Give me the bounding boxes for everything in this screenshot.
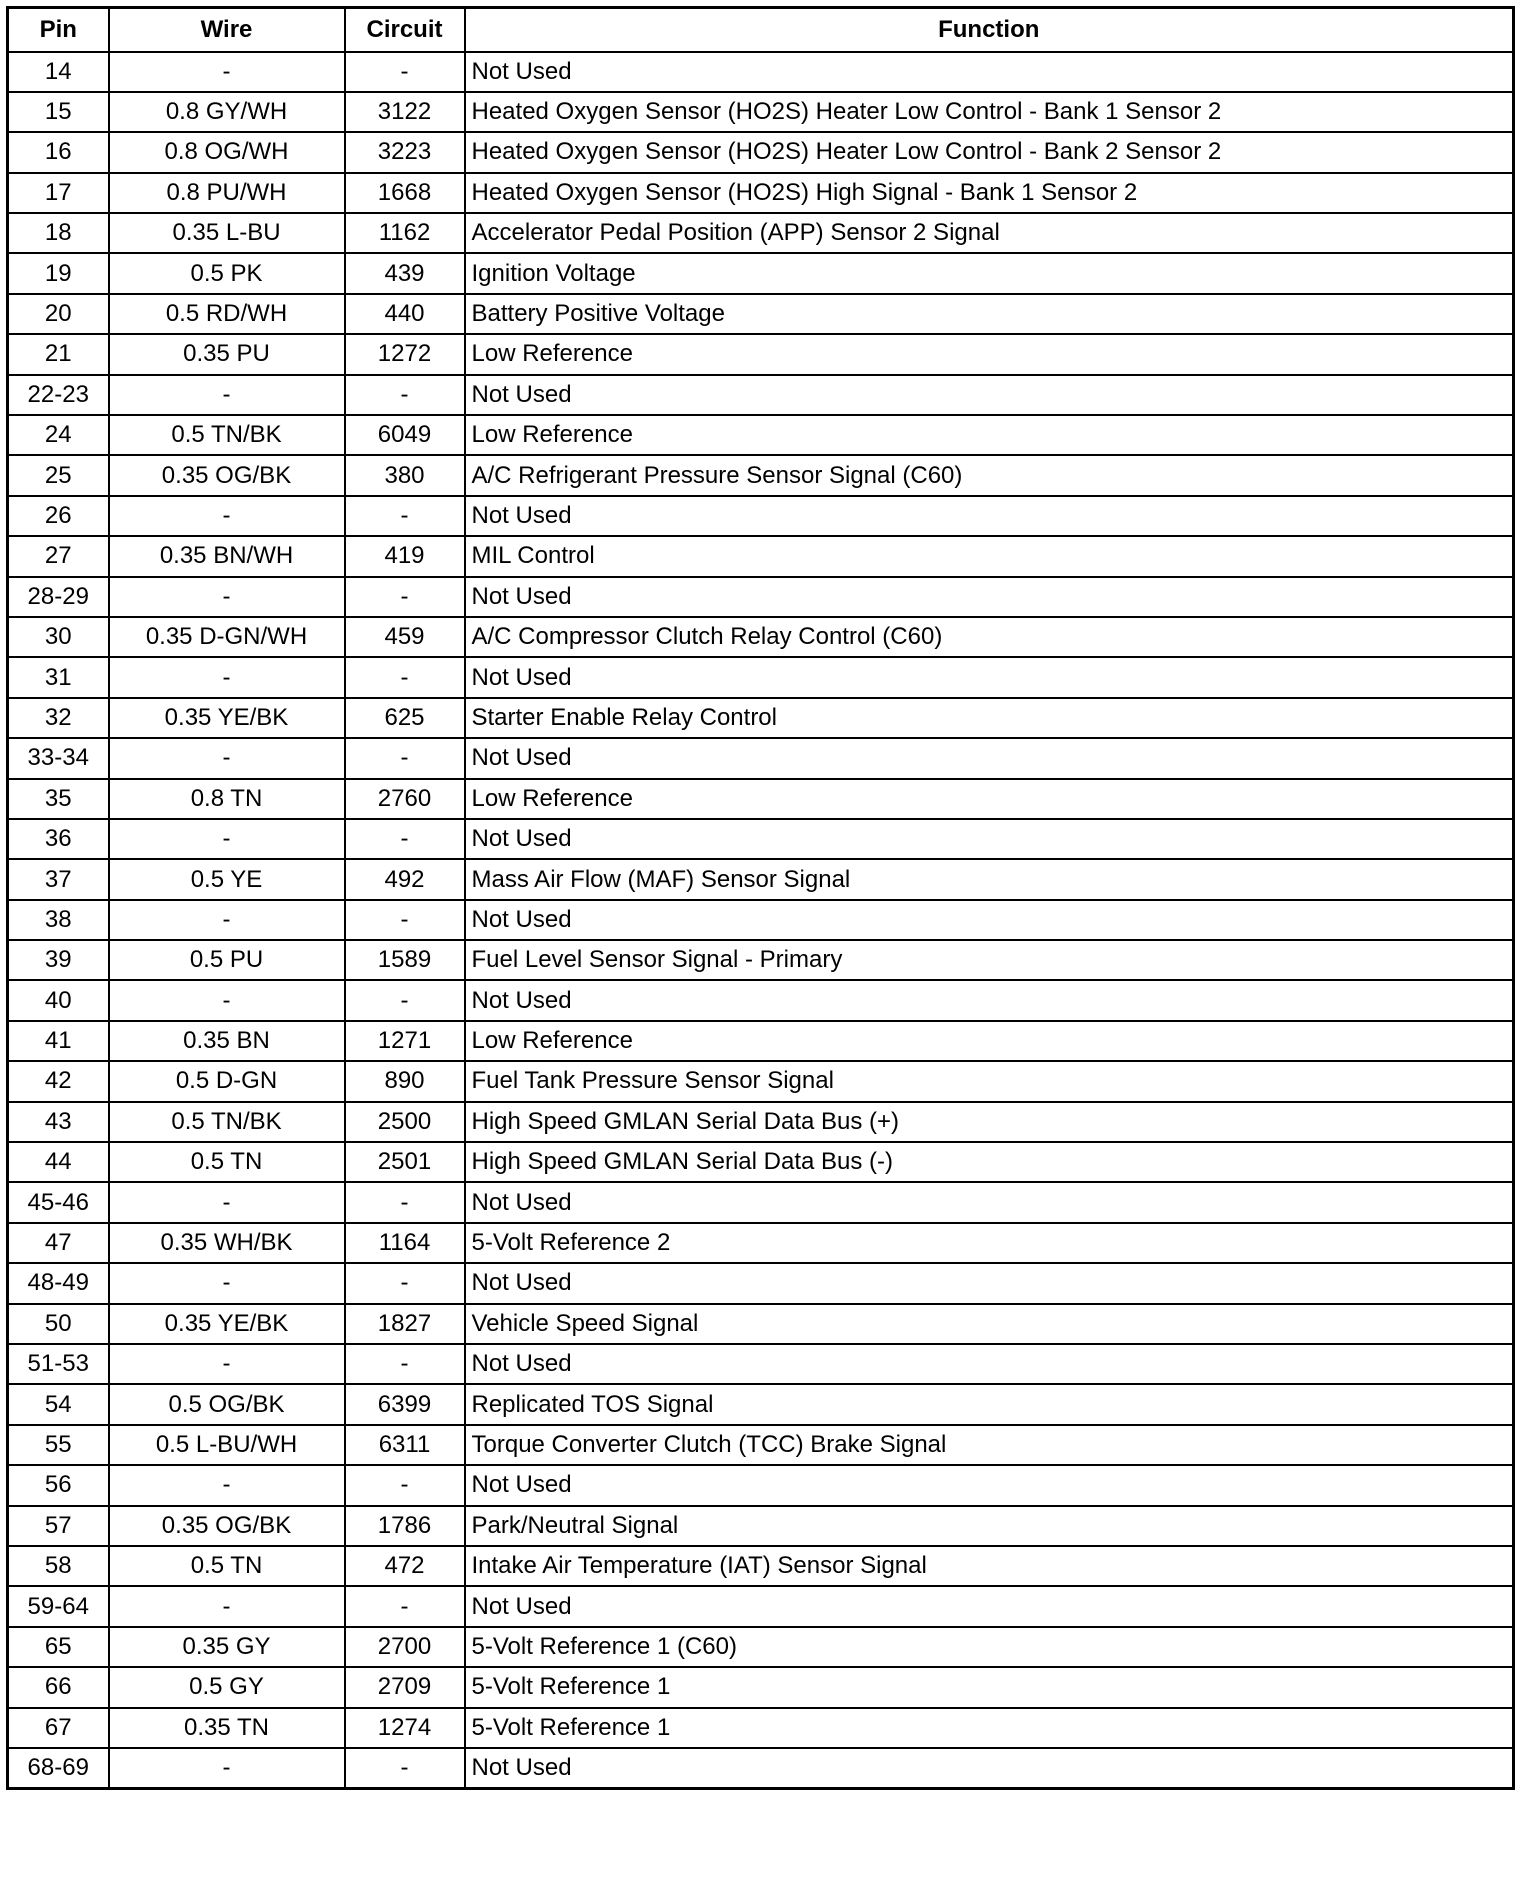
pin-cell: 19 (8, 253, 109, 293)
table-row (8, 253, 1514, 293)
circuit-cell: - (345, 980, 465, 1020)
circuit-cell: - (345, 375, 465, 415)
wire-cell: 0.5 PU (109, 940, 345, 980)
pin-cell: 20 (8, 294, 109, 334)
function-cell: Fuel Level Sensor Signal - Primary (465, 940, 1514, 980)
table-row (8, 213, 1514, 253)
function-cell: 5-Volt Reference 1 (465, 1667, 1514, 1707)
function-cell: High Speed GMLAN Serial Data Bus (+) (465, 1102, 1514, 1142)
wire-cell: 0.5 L-BU/WH (109, 1425, 345, 1465)
pin-cell: 47 (8, 1223, 109, 1263)
table-row (8, 819, 1514, 859)
circuit-cell: - (345, 1263, 465, 1303)
pin-cell: 57 (8, 1506, 109, 1546)
circuit-cell: - (345, 1586, 465, 1626)
circuit-cell: 6311 (345, 1425, 465, 1465)
circuit-cell: 439 (345, 253, 465, 293)
function-cell: Battery Positive Voltage (465, 294, 1514, 334)
pin-cell: 38 (8, 900, 109, 940)
table-row (8, 496, 1514, 536)
table-row (8, 1465, 1514, 1505)
function-cell: Not Used (465, 577, 1514, 617)
wire-cell: - (109, 52, 345, 92)
circuit-cell: - (345, 1182, 465, 1222)
circuit-cell: - (345, 496, 465, 536)
pin-cell: 24 (8, 415, 109, 455)
circuit-cell: 492 (345, 859, 465, 899)
wire-cell: - (109, 819, 345, 859)
table-row (8, 1344, 1514, 1384)
pin-cell: 22-23 (8, 375, 109, 415)
wire-cell: - (109, 980, 345, 1020)
pin-cell: 14 (8, 52, 109, 92)
table-row (8, 1667, 1514, 1707)
table-row (8, 173, 1514, 213)
pin-cell: 39 (8, 940, 109, 980)
table-row (8, 738, 1514, 778)
pin-cell: 27 (8, 536, 109, 576)
table-row (8, 1586, 1514, 1626)
pin-cell: 68-69 (8, 1748, 109, 1788)
table-row (8, 1182, 1514, 1222)
circuit-cell: 419 (345, 536, 465, 576)
circuit-cell: 459 (345, 617, 465, 657)
function-cell: Not Used (465, 1748, 1514, 1788)
pin-cell: 45-46 (8, 1182, 109, 1222)
function-cell: Heated Oxygen Sensor (HO2S) High Signal - Bank 1 Sensor 2 (465, 173, 1514, 213)
circuit-cell: - (345, 900, 465, 940)
function-cell: Not Used (465, 819, 1514, 859)
table-row (8, 657, 1514, 697)
circuit-cell: 6049 (345, 415, 465, 455)
wire-cell: - (109, 657, 345, 697)
table-row (8, 1263, 1514, 1303)
function-cell: Fuel Tank Pressure Sensor Signal (465, 1061, 1514, 1101)
function-cell: Not Used (465, 496, 1514, 536)
pin-cell: 58 (8, 1546, 109, 1586)
wire-cell: 0.5 TN (109, 1142, 345, 1182)
table-row (8, 132, 1514, 172)
table-row (8, 1061, 1514, 1101)
wire-cell: 0.5 GY (109, 1667, 345, 1707)
circuit-cell: - (345, 819, 465, 859)
function-cell: Low Reference (465, 1021, 1514, 1061)
circuit-cell: 440 (345, 294, 465, 334)
circuit-cell: - (345, 1465, 465, 1505)
wire-cell: - (109, 1263, 345, 1303)
function-cell: A/C Compressor Clutch Relay Control (C60) (465, 617, 1514, 657)
wire-cell: 0.5 YE (109, 859, 345, 899)
wire-cell: 0.35 BN/WH (109, 536, 345, 576)
wire-cell: - (109, 738, 345, 778)
function-cell: Not Used (465, 1263, 1514, 1303)
pin-cell: 21 (8, 334, 109, 374)
pin-cell: 55 (8, 1425, 109, 1465)
table-row (8, 698, 1514, 738)
pin-cell: 15 (8, 92, 109, 132)
wire-cell: 0.35 L-BU (109, 213, 345, 253)
table-row (8, 1506, 1514, 1546)
pin-cell: 17 (8, 173, 109, 213)
wire-cell: - (109, 1182, 345, 1222)
pin-cell: 54 (8, 1384, 109, 1424)
table-row (8, 1102, 1514, 1142)
circuit-cell: 2500 (345, 1102, 465, 1142)
table-row (8, 1223, 1514, 1263)
function-cell: Park/Neutral Signal (465, 1506, 1514, 1546)
wire-cell: 0.8 OG/WH (109, 132, 345, 172)
function-cell: Not Used (465, 980, 1514, 1020)
table-row (8, 52, 1514, 92)
wire-cell: 0.5 OG/BK (109, 1384, 345, 1424)
function-cell: Low Reference (465, 334, 1514, 374)
pin-cell: 31 (8, 657, 109, 697)
table-row (8, 1304, 1514, 1344)
function-cell: Vehicle Speed Signal (465, 1304, 1514, 1344)
circuit-cell: - (345, 1344, 465, 1384)
table-row (8, 294, 1514, 334)
circuit-cell: 890 (345, 1061, 465, 1101)
header-pin: Pin (8, 8, 109, 52)
wire-cell: 0.35 OG/BK (109, 455, 345, 495)
circuit-cell: 625 (345, 698, 465, 738)
table-row (8, 415, 1514, 455)
pin-cell: 35 (8, 779, 109, 819)
pin-cell: 30 (8, 617, 109, 657)
function-cell: 5-Volt Reference 1 (C60) (465, 1627, 1514, 1667)
pin-cell: 65 (8, 1627, 109, 1667)
wire-cell: 0.35 BN (109, 1021, 345, 1061)
wire-cell: 0.8 TN (109, 779, 345, 819)
header-row (8, 8, 1514, 52)
wire-cell: 0.5 D-GN (109, 1061, 345, 1101)
wire-cell: 0.35 WH/BK (109, 1223, 345, 1263)
wire-cell: - (109, 1344, 345, 1384)
wire-cell: 0.5 RD/WH (109, 294, 345, 334)
table-row (8, 940, 1514, 980)
wire-cell: 0.35 TN (109, 1708, 345, 1748)
circuit-cell: 1271 (345, 1021, 465, 1061)
circuit-cell: 1827 (345, 1304, 465, 1344)
table-row (8, 980, 1514, 1020)
function-cell: Torque Converter Clutch (TCC) Brake Signal (465, 1425, 1514, 1465)
circuit-cell: 1668 (345, 173, 465, 213)
wire-cell: - (109, 1465, 345, 1505)
function-cell: 5-Volt Reference 1 (465, 1708, 1514, 1748)
wire-cell: - (109, 1586, 345, 1626)
function-cell: Not Used (465, 1465, 1514, 1505)
function-cell: Not Used (465, 1586, 1514, 1626)
wire-cell: 0.35 YE/BK (109, 1304, 345, 1344)
wire-cell: - (109, 1748, 345, 1788)
function-cell: Ignition Voltage (465, 253, 1514, 293)
pin-cell: 25 (8, 455, 109, 495)
table-row (8, 536, 1514, 576)
circuit-cell: 6399 (345, 1384, 465, 1424)
function-cell: Not Used (465, 375, 1514, 415)
pin-cell: 42 (8, 1061, 109, 1101)
table-row (8, 92, 1514, 132)
table-body (8, 52, 1514, 1789)
function-cell: Low Reference (465, 415, 1514, 455)
pin-cell: 43 (8, 1102, 109, 1142)
circuit-cell: 380 (345, 455, 465, 495)
circuit-cell: - (345, 1748, 465, 1788)
wire-cell: 0.35 D-GN/WH (109, 617, 345, 657)
table-row (8, 1142, 1514, 1182)
table-row (8, 779, 1514, 819)
function-cell: Low Reference (465, 779, 1514, 819)
circuit-cell: 1164 (345, 1223, 465, 1263)
wire-cell: - (109, 496, 345, 536)
pin-cell: 37 (8, 859, 109, 899)
circuit-cell: 1272 (345, 334, 465, 374)
circuit-cell: 472 (345, 1546, 465, 1586)
function-cell: 5-Volt Reference 2 (465, 1223, 1514, 1263)
pin-cell: 32 (8, 698, 109, 738)
circuit-cell: - (345, 657, 465, 697)
circuit-cell: 2760 (345, 779, 465, 819)
function-cell: Heated Oxygen Sensor (HO2S) Heater Low Control - Bank 2 Sensor 2 (465, 132, 1514, 172)
function-cell: A/C Refrigerant Pressure Sensor Signal (C60) (465, 455, 1514, 495)
wire-cell: 0.5 TN/BK (109, 1102, 345, 1142)
header-wire: Wire (109, 8, 345, 52)
circuit-cell: 1589 (345, 940, 465, 980)
function-cell: Not Used (465, 657, 1514, 697)
table-row (8, 375, 1514, 415)
table-row (8, 577, 1514, 617)
circuit-cell: 2501 (345, 1142, 465, 1182)
header-circuit: Circuit (345, 8, 465, 52)
function-cell: Accelerator Pedal Position (APP) Sensor 2 Signal (465, 213, 1514, 253)
table-row (8, 1748, 1514, 1788)
wire-cell: 0.35 GY (109, 1627, 345, 1667)
wire-cell: - (109, 900, 345, 940)
pin-cell: 28-29 (8, 577, 109, 617)
wire-cell: 0.5 TN (109, 1546, 345, 1586)
pin-cell: 56 (8, 1465, 109, 1505)
circuit-cell: 1274 (345, 1708, 465, 1748)
function-cell: Not Used (465, 1344, 1514, 1384)
circuit-cell: 2700 (345, 1627, 465, 1667)
table-row (8, 455, 1514, 495)
function-cell: Not Used (465, 1182, 1514, 1222)
wire-cell: - (109, 375, 345, 415)
function-cell: Starter Enable Relay Control (465, 698, 1514, 738)
pin-cell: 59-64 (8, 1586, 109, 1626)
pin-cell: 36 (8, 819, 109, 859)
wire-cell: 0.8 PU/WH (109, 173, 345, 213)
function-cell: Not Used (465, 900, 1514, 940)
pin-cell: 16 (8, 132, 109, 172)
table-row (8, 1425, 1514, 1465)
pin-cell: 33-34 (8, 738, 109, 778)
table-row (8, 617, 1514, 657)
circuit-cell: - (345, 738, 465, 778)
wire-cell: 0.5 TN/BK (109, 415, 345, 455)
circuit-cell: 3122 (345, 92, 465, 132)
wire-cell: 0.35 YE/BK (109, 698, 345, 738)
table-row (8, 1384, 1514, 1424)
pin-cell: 40 (8, 980, 109, 1020)
table-row (8, 334, 1514, 374)
function-cell: Not Used (465, 52, 1514, 92)
pin-cell: 67 (8, 1708, 109, 1748)
wire-cell: - (109, 577, 345, 617)
function-cell: Mass Air Flow (MAF) Sensor Signal (465, 859, 1514, 899)
circuit-cell: 1162 (345, 213, 465, 253)
wire-cell: 0.35 PU (109, 334, 345, 374)
circuit-cell: 3223 (345, 132, 465, 172)
pin-cell: 51-53 (8, 1344, 109, 1384)
pin-cell: 66 (8, 1667, 109, 1707)
function-cell: High Speed GMLAN Serial Data Bus (-) (465, 1142, 1514, 1182)
function-cell: Replicated TOS Signal (465, 1384, 1514, 1424)
circuit-cell: - (345, 577, 465, 617)
wire-cell: 0.8 GY/WH (109, 92, 345, 132)
pin-cell: 50 (8, 1304, 109, 1344)
table-row (8, 1708, 1514, 1748)
table-row (8, 1546, 1514, 1586)
circuit-cell: 2709 (345, 1667, 465, 1707)
pin-cell: 26 (8, 496, 109, 536)
header-function: Function (465, 8, 1514, 52)
circuit-cell: 1786 (345, 1506, 465, 1546)
pin-cell: 48-49 (8, 1263, 109, 1303)
table-header (8, 8, 1514, 52)
table-row (8, 1021, 1514, 1061)
function-cell: Not Used (465, 738, 1514, 778)
wire-cell: 0.35 OG/BK (109, 1506, 345, 1546)
table-row (8, 1627, 1514, 1667)
table-row (8, 900, 1514, 940)
function-cell: Intake Air Temperature (IAT) Sensor Signal (465, 1546, 1514, 1586)
circuit-cell: - (345, 52, 465, 92)
table-row (8, 859, 1514, 899)
function-cell: MIL Control (465, 536, 1514, 576)
pin-cell: 41 (8, 1021, 109, 1061)
function-cell: Heated Oxygen Sensor (HO2S) Heater Low Control - Bank 1 Sensor 2 (465, 92, 1514, 132)
connector-pinout-table (6, 6, 1515, 1790)
wire-cell: 0.5 PK (109, 253, 345, 293)
pin-cell: 44 (8, 1142, 109, 1182)
pin-cell: 18 (8, 213, 109, 253)
